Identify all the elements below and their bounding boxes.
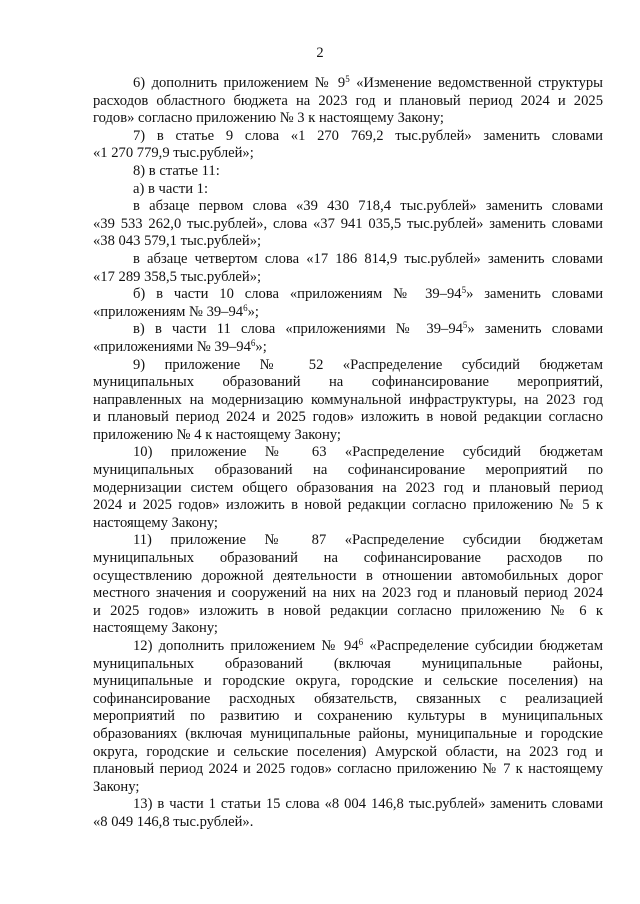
text-run: «8 049 146,8 тыс.рублей».	[93, 813, 254, 830]
text-run: 2024 и 2025 годов» изложить в новой редакции согласно приложению № 5 к	[93, 497, 603, 514]
text-run: «17 289 358,5 тыс.рублей»;	[93, 268, 262, 285]
text-line	[93, 357, 603, 375]
text-line	[93, 779, 603, 797]
text-line	[93, 392, 603, 410]
text-line	[93, 761, 603, 779]
text-line	[93, 796, 603, 814]
text-run: »;	[247, 303, 259, 320]
text-run: расходов областного бюджета на 2023 год и плановый период 2024 и 2025	[93, 92, 603, 109]
text-run: 13) в части 1 статьи 15 слова «8 004 146,8 тыс.рублей» заменить словами	[133, 796, 603, 813]
text-line	[93, 145, 603, 163]
superscript: 6	[250, 337, 256, 348]
text-line	[93, 93, 603, 111]
text-run: б) в части 10 слова «приложениям № 39–94	[133, 286, 462, 303]
text-line	[93, 110, 603, 128]
text-run: муниципальных образований на софинансирование мероприятий по	[93, 462, 603, 479]
text-run: «Изменение ведомственной структуры	[349, 75, 603, 91]
text-line	[93, 708, 603, 726]
document-body	[93, 75, 603, 832]
text-run: настоящему Закону;	[93, 514, 218, 531]
text-line	[93, 251, 603, 269]
text-line	[93, 339, 603, 357]
text-run: Закону;	[93, 778, 140, 795]
text-run: «Распределение субсидии бюджетам	[363, 638, 603, 654]
text-line	[93, 128, 603, 146]
text-line	[93, 480, 603, 498]
text-run: 6) дополнить приложением № 9	[133, 75, 346, 91]
text-line	[93, 638, 603, 656]
text-run: годов» согласно приложению № 3 к настоящему Закону;	[93, 110, 444, 127]
text-line	[93, 568, 603, 586]
text-line	[93, 321, 603, 339]
text-line	[93, 374, 603, 392]
text-line	[93, 744, 603, 762]
superscript: 6	[243, 302, 248, 313]
text-line	[93, 216, 603, 234]
text-line	[93, 532, 603, 550]
text-run: »;	[255, 338, 267, 355]
text-line	[93, 181, 603, 199]
text-line	[93, 444, 603, 462]
text-run: в абзаце четвертом слова «17 186 814,9 тыс.рублей» заменить словами	[133, 250, 603, 267]
text-line	[93, 515, 603, 533]
text-run: 7) в статье 9 слова «1 270 769,2 тыс.рублей» заменить словами	[133, 127, 603, 144]
text-run: 10) приложение № 63 «Распределение субсидий бюджетам	[133, 444, 603, 461]
text-run: и 2025 годов» изложить в новой редакции согласно приложению № 6 к	[93, 602, 603, 619]
superscript: 5	[345, 74, 350, 84]
text-line	[93, 814, 603, 832]
text-run: в абзаце первом слова «39 430 718,4 тыс.рублей» заменить словами	[133, 198, 603, 215]
text-run: «приложениями № 39–94	[93, 338, 251, 355]
text-line	[93, 620, 603, 638]
text-line	[93, 673, 603, 691]
text-run: осуществлению дорожной деятельности в отношении автомобильных дорог	[93, 567, 603, 584]
text-run: муниципальных образований на софинансирование расходов по	[93, 550, 603, 567]
text-line	[93, 409, 603, 427]
text-run: направленных на модернизацию коммунальной инфраструктуры, на 2023 год	[93, 391, 603, 408]
text-line	[93, 269, 603, 287]
text-line	[93, 497, 603, 515]
text-line	[93, 163, 603, 181]
text-run: муниципальные и городские округа, городские и сельские поселения) на	[93, 673, 603, 690]
text-line	[93, 427, 603, 445]
text-run: 8) в статье 11:	[133, 162, 220, 179]
superscript: 5	[462, 320, 468, 331]
text-line	[93, 603, 603, 621]
text-line	[93, 691, 603, 709]
text-run: приложению № 4 к настоящему Закону;	[93, 426, 341, 443]
text-run: и плановый период 2024 и 2025 годов» изложить в новой редакции согласно	[93, 409, 603, 426]
text-run: в) в части 11 слова «приложениями № 39–94	[133, 321, 463, 338]
text-line	[93, 726, 603, 744]
text-line	[93, 462, 603, 480]
text-line	[93, 75, 603, 93]
text-line	[93, 198, 603, 216]
text-run: «1 270 779,9 тыс.рублей»;	[93, 145, 254, 162]
text-run: » заменить словами	[467, 321, 603, 338]
text-line	[93, 585, 603, 603]
text-run: плановый период 2024 и 2025 годов» согласно приложению № 7 к настоящему	[93, 761, 603, 778]
page-number: 2	[316, 45, 324, 61]
superscript: 6	[358, 637, 364, 647]
text-run: муниципальных образований на софинансирование мероприятий,	[93, 374, 603, 391]
text-run: софинансирование расходных обязательств, связанных с реализацией	[93, 690, 603, 707]
text-run: 9) приложение № 52 «Распределение субсидий бюджетам	[133, 356, 603, 373]
text-run: образованиях (включая муниципальные районы, муниципальные и городские	[93, 725, 603, 742]
text-run: округа, городские и сельские поселения) Амурской области, на 2023 год и	[93, 743, 603, 760]
superscript: 5	[461, 285, 467, 296]
text-run: а) в части 1:	[133, 180, 209, 197]
text-run: «39 533 262,0 тыс.рублей», слова «37 941 035,5 тыс.рублей» заменить словами	[93, 215, 603, 232]
text-run: муниципальных образований (включая муниципальные районы,	[93, 655, 603, 672]
text-run: местного значения и сооружений на них на 2023 год и плановый период 2024	[93, 585, 603, 602]
text-run: мероприятий по развитию и сохранению культуры в муниципальных	[93, 708, 603, 725]
text-run: » заменить словами	[466, 286, 604, 303]
text-run: «приложениям № 39–94	[93, 303, 244, 320]
text-run: «38 043 579,1 тыс.рублей»;	[93, 233, 262, 250]
text-line	[93, 656, 603, 674]
text-line	[93, 550, 603, 568]
text-run: модернизации систем общего образования на 2023 год и плановый период	[93, 479, 603, 496]
text-line	[93, 286, 603, 304]
text-run: 12) дополнить приложением № 94	[133, 638, 359, 654]
text-run: 11) приложение № 87 «Распределение субсидии бюджетам	[133, 532, 603, 549]
text-run: настоящему Закону;	[93, 620, 218, 637]
text-line	[93, 233, 603, 251]
text-line	[93, 304, 603, 322]
